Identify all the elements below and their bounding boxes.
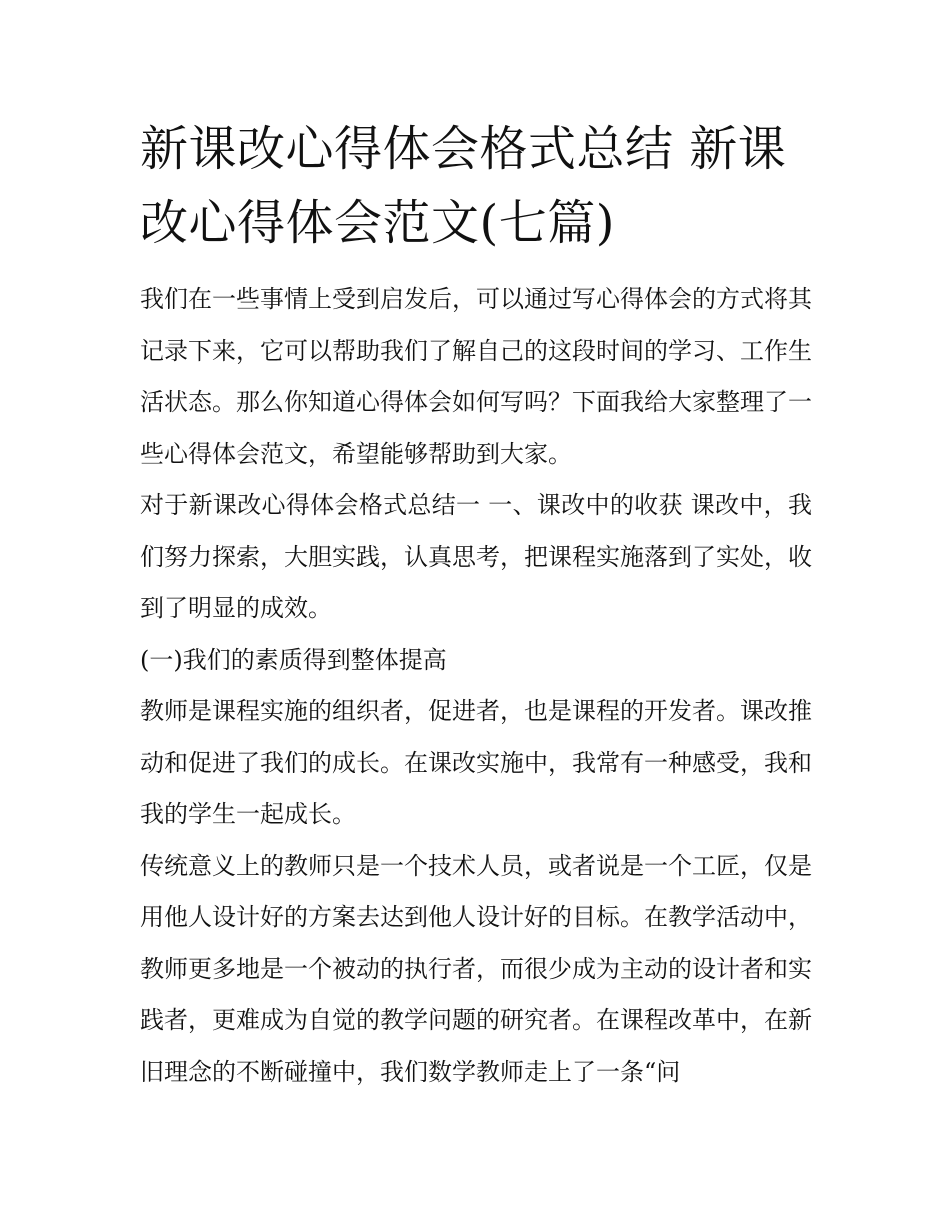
document-title: 新课改心得体会格式总结 新课改心得体会范文(七篇) [140, 121, 787, 251]
traditional-teacher-paragraph: 传统意义上的教师只是一个技术人员，或者说是一个工匠，仅是用他人设计好的方案去达到他人设计好的目标。在教学活动中，教师更多地是一个被动的执行者，而很少成为主动的设计者和实践者，更难成为自觉的教学问题的研究者。在课程改革中，在新旧理念的不断碰撞中，我们数学教师走上了一条“问 [140, 851, 812, 1086]
section-heading: (一)我们的素质得到整体提高 [140, 645, 447, 674]
intro-paragraph: 我们在一些事情上受到启发后，可以通过写心得体会的方式将其记录下来，它可以帮助我们了解自己的这段时间的学习、工作生活状态。那么你知道心得体会如何写吗？下面我给大家整理了一些心得体会范文，希望能够帮助到大家。 [140, 285, 812, 468]
teacher-role-paragraph: 教师是课程实施的组织者，促进者，也是课程的开发者。课改推动和促进了我们的成长。在课改实施中，我常有一种感受，我和我的学生一起成长。 [140, 697, 812, 828]
summary-one-paragraph: 对于新课改心得体会格式总结一 一、课改中的收获 课改中，我们努力探索，大胆实践，认真思考，把课程实施落到了实处，收到了明显的成效。 [140, 491, 812, 622]
document-body [140, 112, 812, 1098]
